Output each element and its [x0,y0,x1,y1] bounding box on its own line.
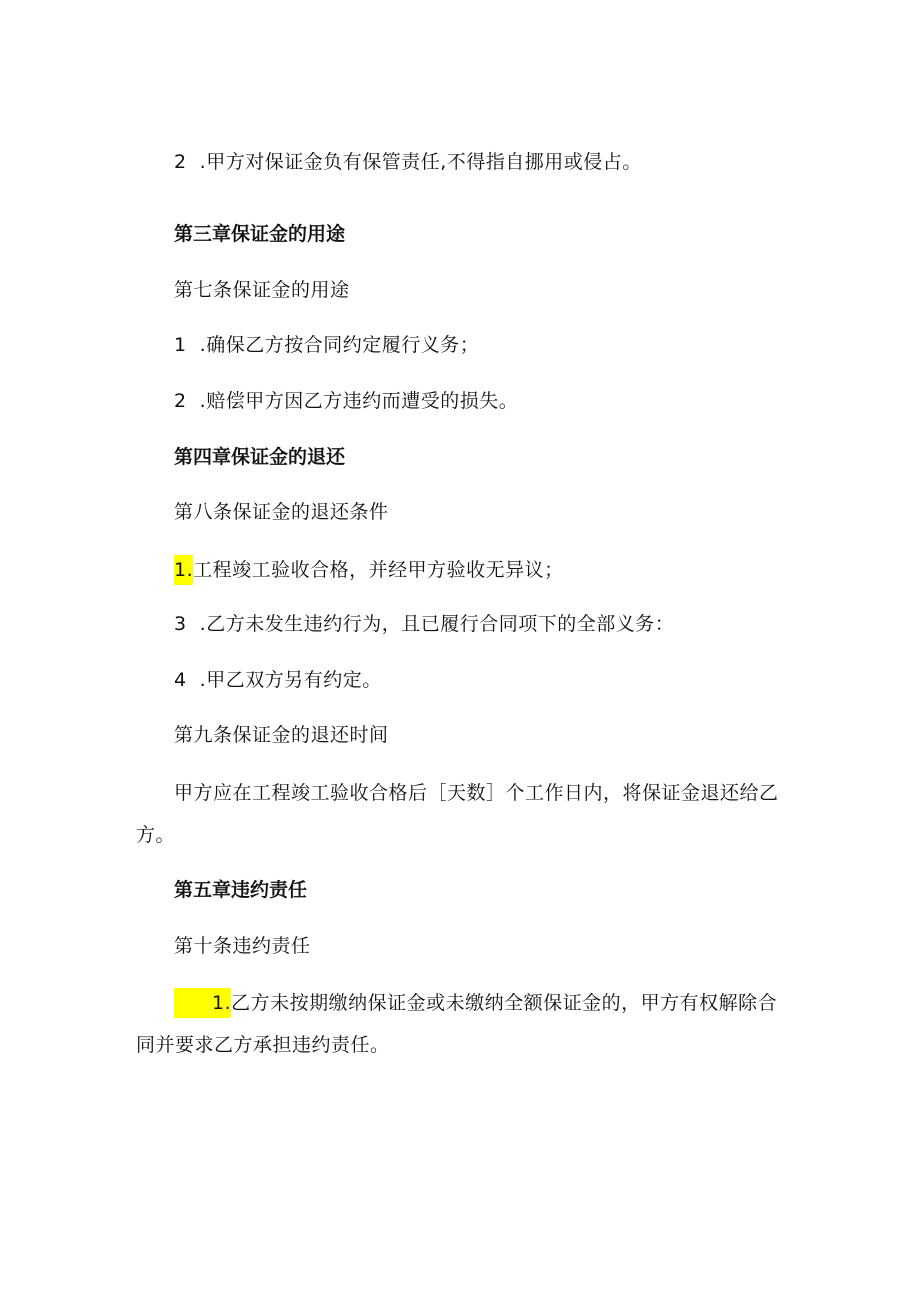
article-title: 第九条保证金的退还时间 [174,724,389,746]
clause-item-1-acceptance [174,555,564,585]
article-title: 第七条保证金的用途 [174,279,350,301]
article-title: 第十条违约责任 [174,935,311,957]
clause-item-2-custody [174,150,642,174]
clause-item-1-liability [136,982,786,1066]
article-heading-10 [174,934,311,958]
chapter-title: 第四章保证金的退还 [174,446,346,468]
chapter-title: 第三章保证金的用途 [174,223,346,245]
chapter-heading-5 [174,878,307,902]
paragraph-text: 乙方未按期缴纳保证金或未缴纳全额保证金的，甲方有权解除合同并要求乙方承担违约责任。 [136,992,778,1056]
chapter-title: 第五章违约责任 [174,879,308,901]
article-heading-8 [174,500,389,524]
article-title: 第八条保证金的退还条件 [174,501,389,523]
clause-item-2-compensate [174,389,518,413]
clause-item-3-no-breach [174,612,674,636]
clause-text: 工程竣工验收合格，并经甲方验收无异议； [193,559,564,581]
highlighted-number: 1. [174,988,231,1018]
article-heading-7 [174,278,350,302]
chapter-heading-3 [174,222,345,246]
clause-item-1-ensure [174,333,479,357]
article-heading-9 [174,723,389,747]
highlighted-number: 1. [174,555,193,585]
clause-text: 1 .确保乙方按合同约定履行义务； [174,334,480,356]
clause-text: 3 .乙方未发生违约行为，且已履行合同项下的全部义务： [174,613,675,635]
clause-item-4-other [174,668,382,692]
paragraph-return-time [136,772,786,856]
clause-text: 2 .甲方对保证金负有保管责任,不得指自挪用或侵占。 [174,151,642,173]
chapter-heading-4 [174,445,345,469]
paragraph-text: 甲方应在工程竣工验收合格后［天数］个工作日内，将保证金退还给乙方。 [136,782,779,846]
clause-text: 4 .甲乙双方另有约定。 [174,669,382,691]
clause-text: 2 .赔偿甲方因乙方违约而遭受的损失。 [174,390,519,412]
